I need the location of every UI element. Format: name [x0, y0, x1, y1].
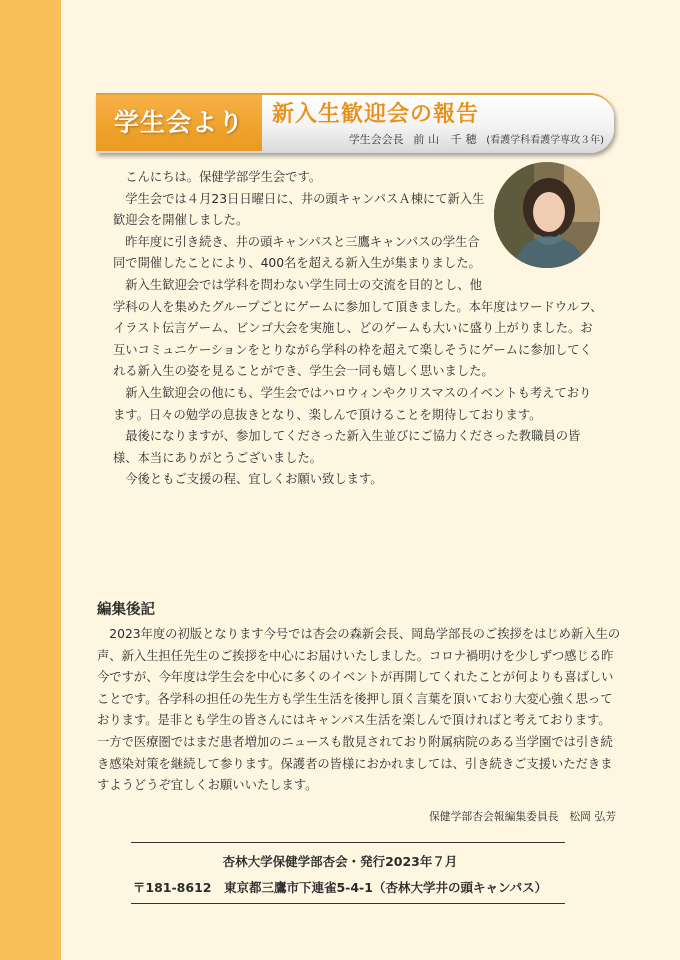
publisher-line: 杏林大学保健学部杏会・発行2023年７月 — [222, 854, 458, 869]
postscript-text: 2023年度の初版となります今号では杏会の森新会長、岡島学部長のご挨拶をはじめ新入生の声、新入生担任先生のご挨拶を中心にお届けいたしました。コロナ禍明けを少しずつ感じる昨今ですが、今年度は学生会を中心に多くのイベントが再開してくれたことが何よりも喜ばしいことです。各学科の担任の先生方も学生生活を後押し頂く言葉を頂いており大変心強く思っております。是非とも学生の皆さんにはキャンパス生活を楽しんで頂ければと考えております。一方で医療圏ではまだ患者増加のニュースも散見されており附属病院のある当学園では引き続き感染対策を継続して参ります。保護者の皆様におかれましては、引き続きご支援いただきますようどうぞ宜しくお願いいたします。 — [97, 627, 621, 793]
article-paragraph: 新入生歓迎会の他にも、学生会ではハロウィンやクリスマスのイベントも考えております。日々の勉学の息抜きとなり、楽しんで頂けることを期待しております。 — [113, 385, 592, 422]
postscript-signature: 保健学部杏会報編集委員長 松岡 弘芳 — [429, 810, 616, 823]
address-line: 〒181-8612 東京都三鷹市下連雀5-4-1（杏林大学井の頭キャンパス） — [132, 880, 548, 895]
footer-top-rule — [131, 842, 565, 843]
article-paragraph: 新入生歓迎会では学科を問わない学生同士の交流を目的とし、他学科の人を集めたグループごとにゲームに参加して頂きました。本年度はワードウルフ、イラスト伝言ゲーム、ビンゴ大会を実施し、どのゲームも大いに盛り上がりました。お互いコミュニケーションをとりながら学科の枠を超えて楽しそうにゲームに参加してくれる新入生の姿を見ることができ、学生会一同も嬉しく思いました。 — [113, 277, 603, 379]
article-title: 新入生歓迎会の報告 — [272, 102, 480, 127]
footer-bottom-rule — [131, 903, 565, 904]
side-stripe — [0, 0, 61, 960]
section-label: 学生会より — [113, 108, 244, 137]
author-byline — [349, 131, 604, 147]
article-paragraph: 最後になりますが、参加してくださった新入生並びにご協力くださった教職員の皆様、本当にありがとうございました。 — [113, 429, 581, 465]
article-paragraph: 学生会では４月23日日曜日に、井の頭キャンパスＡ棟にて新入生歓迎会を開催しました。 — [113, 191, 485, 228]
article-paragraph: 昨年度に引き続き、井の頭キャンパスと三鷹キャンパスの学生合同で開催したことにより、400名を超える新入生が集まりました。 — [113, 234, 481, 271]
author-affiliation: (看護学科看護学専攻３年) — [486, 135, 604, 146]
author-name: 前山 千穂 — [413, 133, 481, 146]
article-body — [113, 167, 603, 491]
section-badge — [96, 93, 262, 151]
article-paragraph: こんにちは。保健学部学生会です。 — [125, 170, 322, 184]
article-paragraph: 今後ともご支援の程、宜しくお願い致します。 — [125, 472, 383, 487]
postscript-heading: 編集後記 — [97, 601, 155, 618]
author-role: 学生会会長 — [348, 133, 404, 146]
